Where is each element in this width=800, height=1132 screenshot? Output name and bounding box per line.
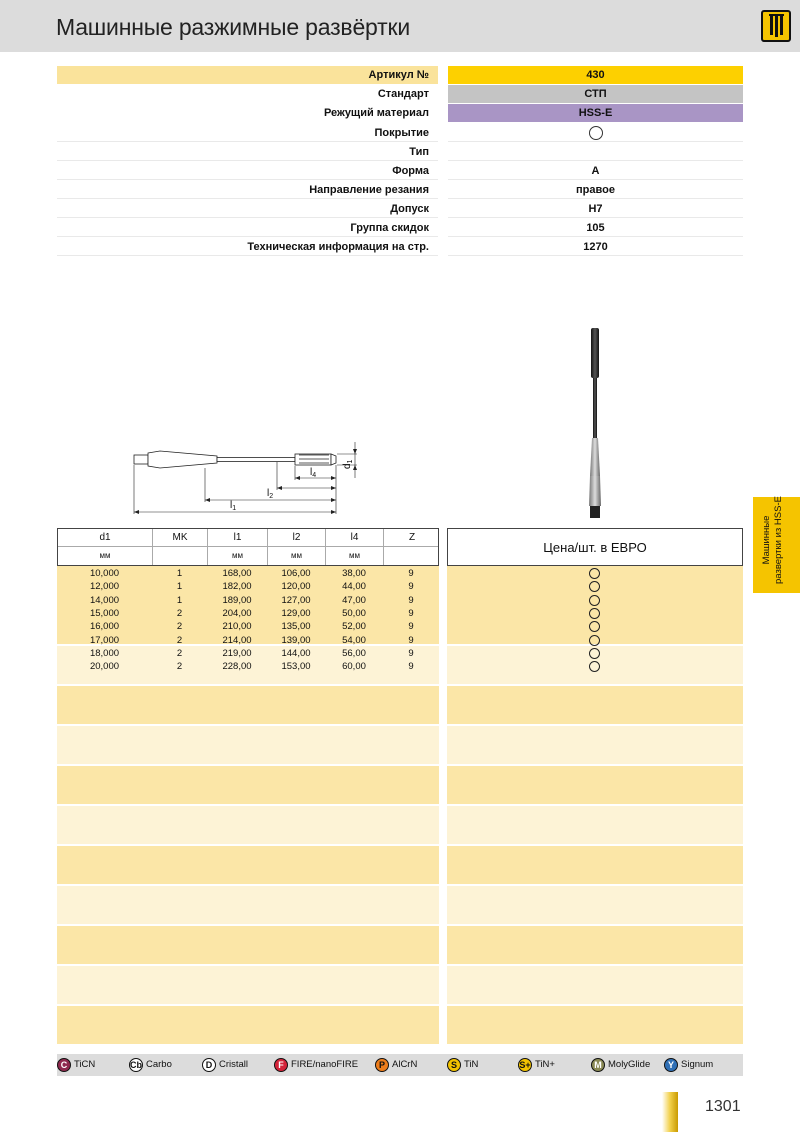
legend-item <box>447 1058 478 1072</box>
table-cell: 9 <box>408 621 414 633</box>
table-cell: 2 <box>176 634 183 646</box>
spec-value <box>448 143 743 161</box>
table-cell: 15,000 <box>89 607 120 619</box>
spec-label: Режущий материал <box>323 107 429 119</box>
column-header: Z <box>408 532 416 543</box>
coating-badge-icon: Cb <box>130 1060 142 1070</box>
l2-label: l <box>267 488 270 499</box>
table-cell: 9 <box>408 581 414 593</box>
table-row <box>57 620 439 633</box>
page-number: 1301 <box>705 1098 741 1115</box>
legend-label: Cristall <box>219 1059 249 1070</box>
table-row <box>57 634 439 647</box>
spec-value: HSS-E <box>448 104 743 122</box>
spec-label: Направление резания <box>57 181 438 199</box>
spec-label: Тип <box>57 143 438 161</box>
spec-label: Артикул № <box>57 66 438 84</box>
column-unit: мм <box>326 547 384 565</box>
legend-label: Carbo <box>146 1059 172 1070</box>
spec-value: 105 <box>448 219 743 237</box>
table-band <box>57 726 439 764</box>
coating-badge-icon: F <box>274 1058 288 1072</box>
table-cell: 14,000 <box>89 594 120 606</box>
table-row <box>57 567 439 580</box>
page-number-bar <box>662 1092 678 1132</box>
table-cell: 47,00 <box>342 594 366 606</box>
column-unit <box>384 547 440 565</box>
technical-drawing <box>125 438 375 522</box>
table-cell: 168,00 <box>222 568 252 579</box>
reamer-image <box>583 326 607 522</box>
legend-item <box>664 1058 713 1072</box>
column-unit: мм <box>208 547 268 565</box>
table-band <box>447 686 743 724</box>
svg-text:d1 <box>342 459 354 469</box>
spec-value: 430 <box>448 66 743 84</box>
table-cell: 9 <box>408 594 414 606</box>
d1-sub: 1 <box>347 459 354 464</box>
table-cell: 10,000 <box>89 568 120 579</box>
legend-label: MolyGlide <box>608 1059 651 1070</box>
price-header: Цена/шт. в ЕВРО <box>543 540 647 555</box>
column-header: l4 <box>326 529 384 547</box>
table-cell: 60,00 <box>342 661 366 673</box>
table-row <box>57 580 439 593</box>
coating-badge-icon: D <box>202 1058 216 1072</box>
coating-badge-icon: Y <box>664 1058 678 1072</box>
empty-circle-icon[interactable] <box>589 635 600 646</box>
table-cell: 139,00 <box>281 634 311 646</box>
spec-label: Покрытие <box>57 124 438 142</box>
table-band <box>57 966 439 1004</box>
legend-item <box>202 1058 248 1072</box>
table-row <box>57 607 439 620</box>
legend-label: TiN+ <box>535 1059 555 1070</box>
coating-badge-icon: S+ <box>519 1060 531 1070</box>
svg-text:l1 <box>230 500 236 512</box>
table-cell: 9 <box>408 647 414 659</box>
table-band <box>447 726 743 764</box>
coating-badge-icon: P <box>375 1058 389 1072</box>
l1-sub: 1 <box>232 505 237 512</box>
svg-text:l2 <box>267 488 273 500</box>
spec-value: СТП <box>448 85 743 103</box>
empty-circle-icon[interactable] <box>589 568 600 579</box>
table-cell: 182,00 <box>222 581 252 593</box>
l4-sub: 4 <box>312 472 317 479</box>
spec-row <box>57 104 743 122</box>
legend-item <box>129 1058 172 1072</box>
table-cell: 106,00 <box>281 568 311 579</box>
legend-label: TiN <box>464 1059 479 1070</box>
table-cell: 2 <box>176 647 183 659</box>
column-header: l1 <box>208 529 268 547</box>
legend-item <box>375 1058 417 1072</box>
empty-circle-icon[interactable] <box>589 608 600 619</box>
table-band <box>447 766 743 804</box>
table-cell: 153,00 <box>281 661 311 673</box>
spec-value: A <box>448 162 743 180</box>
table-cell: 56,00 <box>342 647 366 659</box>
spec-value: H7 <box>448 200 743 218</box>
table-cell: 228,00 <box>222 661 252 673</box>
spec-label: Форма <box>57 162 438 180</box>
table-band <box>57 886 439 924</box>
column-unit: мм <box>58 547 153 565</box>
table-band <box>57 926 439 964</box>
table-cell: 18,000 <box>89 647 120 659</box>
d1-label: d <box>342 463 353 469</box>
dimension-table-header <box>57 528 439 566</box>
table-cell: 9 <box>408 607 414 619</box>
table-cell: 44,00 <box>342 581 366 593</box>
coating-legend <box>57 1054 743 1076</box>
table-cell: 144,00 <box>281 647 311 659</box>
table-cell: 127,00 <box>281 594 311 606</box>
legend-label: TiCN <box>74 1059 96 1070</box>
table-cell: 17,000 <box>89 634 120 646</box>
table-band <box>57 686 439 724</box>
l1-label: l <box>230 500 233 511</box>
table-cell: 52,00 <box>342 621 366 633</box>
table-cell: 38,00 <box>342 568 366 579</box>
column-unit: мм <box>268 547 326 565</box>
l2-sub: 2 <box>269 493 274 500</box>
table-cell: 1 <box>176 581 183 593</box>
column-header: l2 <box>268 529 326 547</box>
empty-circle-icon[interactable] <box>589 595 600 606</box>
spec-row <box>57 219 743 237</box>
table-cell: 214,00 <box>222 634 252 646</box>
spec-value: правое <box>448 181 743 199</box>
legend-item <box>518 1058 555 1072</box>
spec-value <box>448 124 743 142</box>
legend-label: AlCrN <box>392 1059 418 1070</box>
spec-row <box>57 162 743 180</box>
table-band <box>447 806 743 844</box>
spec-label: Техническая информация на стр. <box>57 238 438 256</box>
l4-label: l <box>310 467 313 478</box>
table-row <box>57 647 439 660</box>
reamer-logo-icon <box>761 10 791 42</box>
price-table <box>447 528 743 1046</box>
table-cell: 9 <box>408 634 414 646</box>
table-cell: 16,000 <box>89 621 120 633</box>
table-cell: 135,00 <box>281 621 311 633</box>
spec-label: Допуск <box>57 200 438 218</box>
spec-row <box>57 124 743 142</box>
table-cell: 2 <box>176 607 183 619</box>
legend-label: FIRE/nanoFIRE <box>291 1059 359 1070</box>
empty-circle-icon <box>589 126 603 140</box>
section-side-tab[interactable] <box>753 497 800 593</box>
table-band <box>57 766 439 804</box>
table-band <box>447 1006 743 1044</box>
table-cell: 9 <box>408 661 414 673</box>
spec-row <box>57 181 743 199</box>
spec-row <box>57 85 743 103</box>
table-cell: 120,00 <box>281 581 311 593</box>
legend-item <box>591 1058 650 1072</box>
table-band <box>57 806 439 844</box>
table-cell: 9 <box>408 568 414 579</box>
spec-row <box>57 200 743 218</box>
table-cell: 54,00 <box>342 634 366 646</box>
spec-row <box>57 143 743 161</box>
legend-item <box>274 1058 358 1072</box>
spec-row <box>57 66 743 84</box>
table-cell: 129,00 <box>281 607 311 619</box>
table-cell: 210,00 <box>222 621 252 633</box>
coating-badge-icon: S <box>447 1058 461 1072</box>
legend-label: Signum <box>681 1059 714 1070</box>
table-row <box>57 660 439 673</box>
column-unit <box>153 547 208 565</box>
table-band <box>447 966 743 1004</box>
column-header: MK <box>153 529 208 547</box>
dimension-table <box>57 528 439 1046</box>
page-header <box>0 0 800 52</box>
side-tab-label: Машинные развертки из HSS-E <box>761 496 784 584</box>
legend-item <box>57 1058 95 1072</box>
page-title: Машинные разжимные развёртки <box>56 14 410 40</box>
table-band <box>447 846 743 884</box>
table-band <box>447 886 743 924</box>
table-cell: 204,00 <box>222 607 252 619</box>
table-cell: 2 <box>176 621 183 633</box>
table-cell: 12,000 <box>89 581 120 593</box>
svg-text:l4 <box>310 467 316 479</box>
coating-badge-icon: M <box>591 1058 605 1072</box>
empty-circle-icon[interactable] <box>589 648 600 659</box>
price-table-header <box>447 528 743 566</box>
coating-badge-icon: C <box>57 1058 71 1072</box>
table-band <box>447 926 743 964</box>
table-band <box>57 1006 439 1044</box>
spec-row <box>57 238 743 256</box>
table-cell: 189,00 <box>222 594 252 606</box>
table-cell: 1 <box>176 594 183 606</box>
column-header: d1 <box>58 529 153 547</box>
table-cell: 1 <box>176 568 183 579</box>
table-cell: 219,00 <box>222 647 252 659</box>
spec-label: Группа скидок <box>57 219 438 237</box>
table-row <box>57 594 439 607</box>
spec-label: Стандарт <box>377 88 429 100</box>
table-cell: 20,000 <box>89 661 120 673</box>
spec-value: 1270 <box>448 238 743 256</box>
table-band <box>57 846 439 884</box>
table-cell: 2 <box>176 661 183 673</box>
table-cell: 50,00 <box>342 607 366 619</box>
